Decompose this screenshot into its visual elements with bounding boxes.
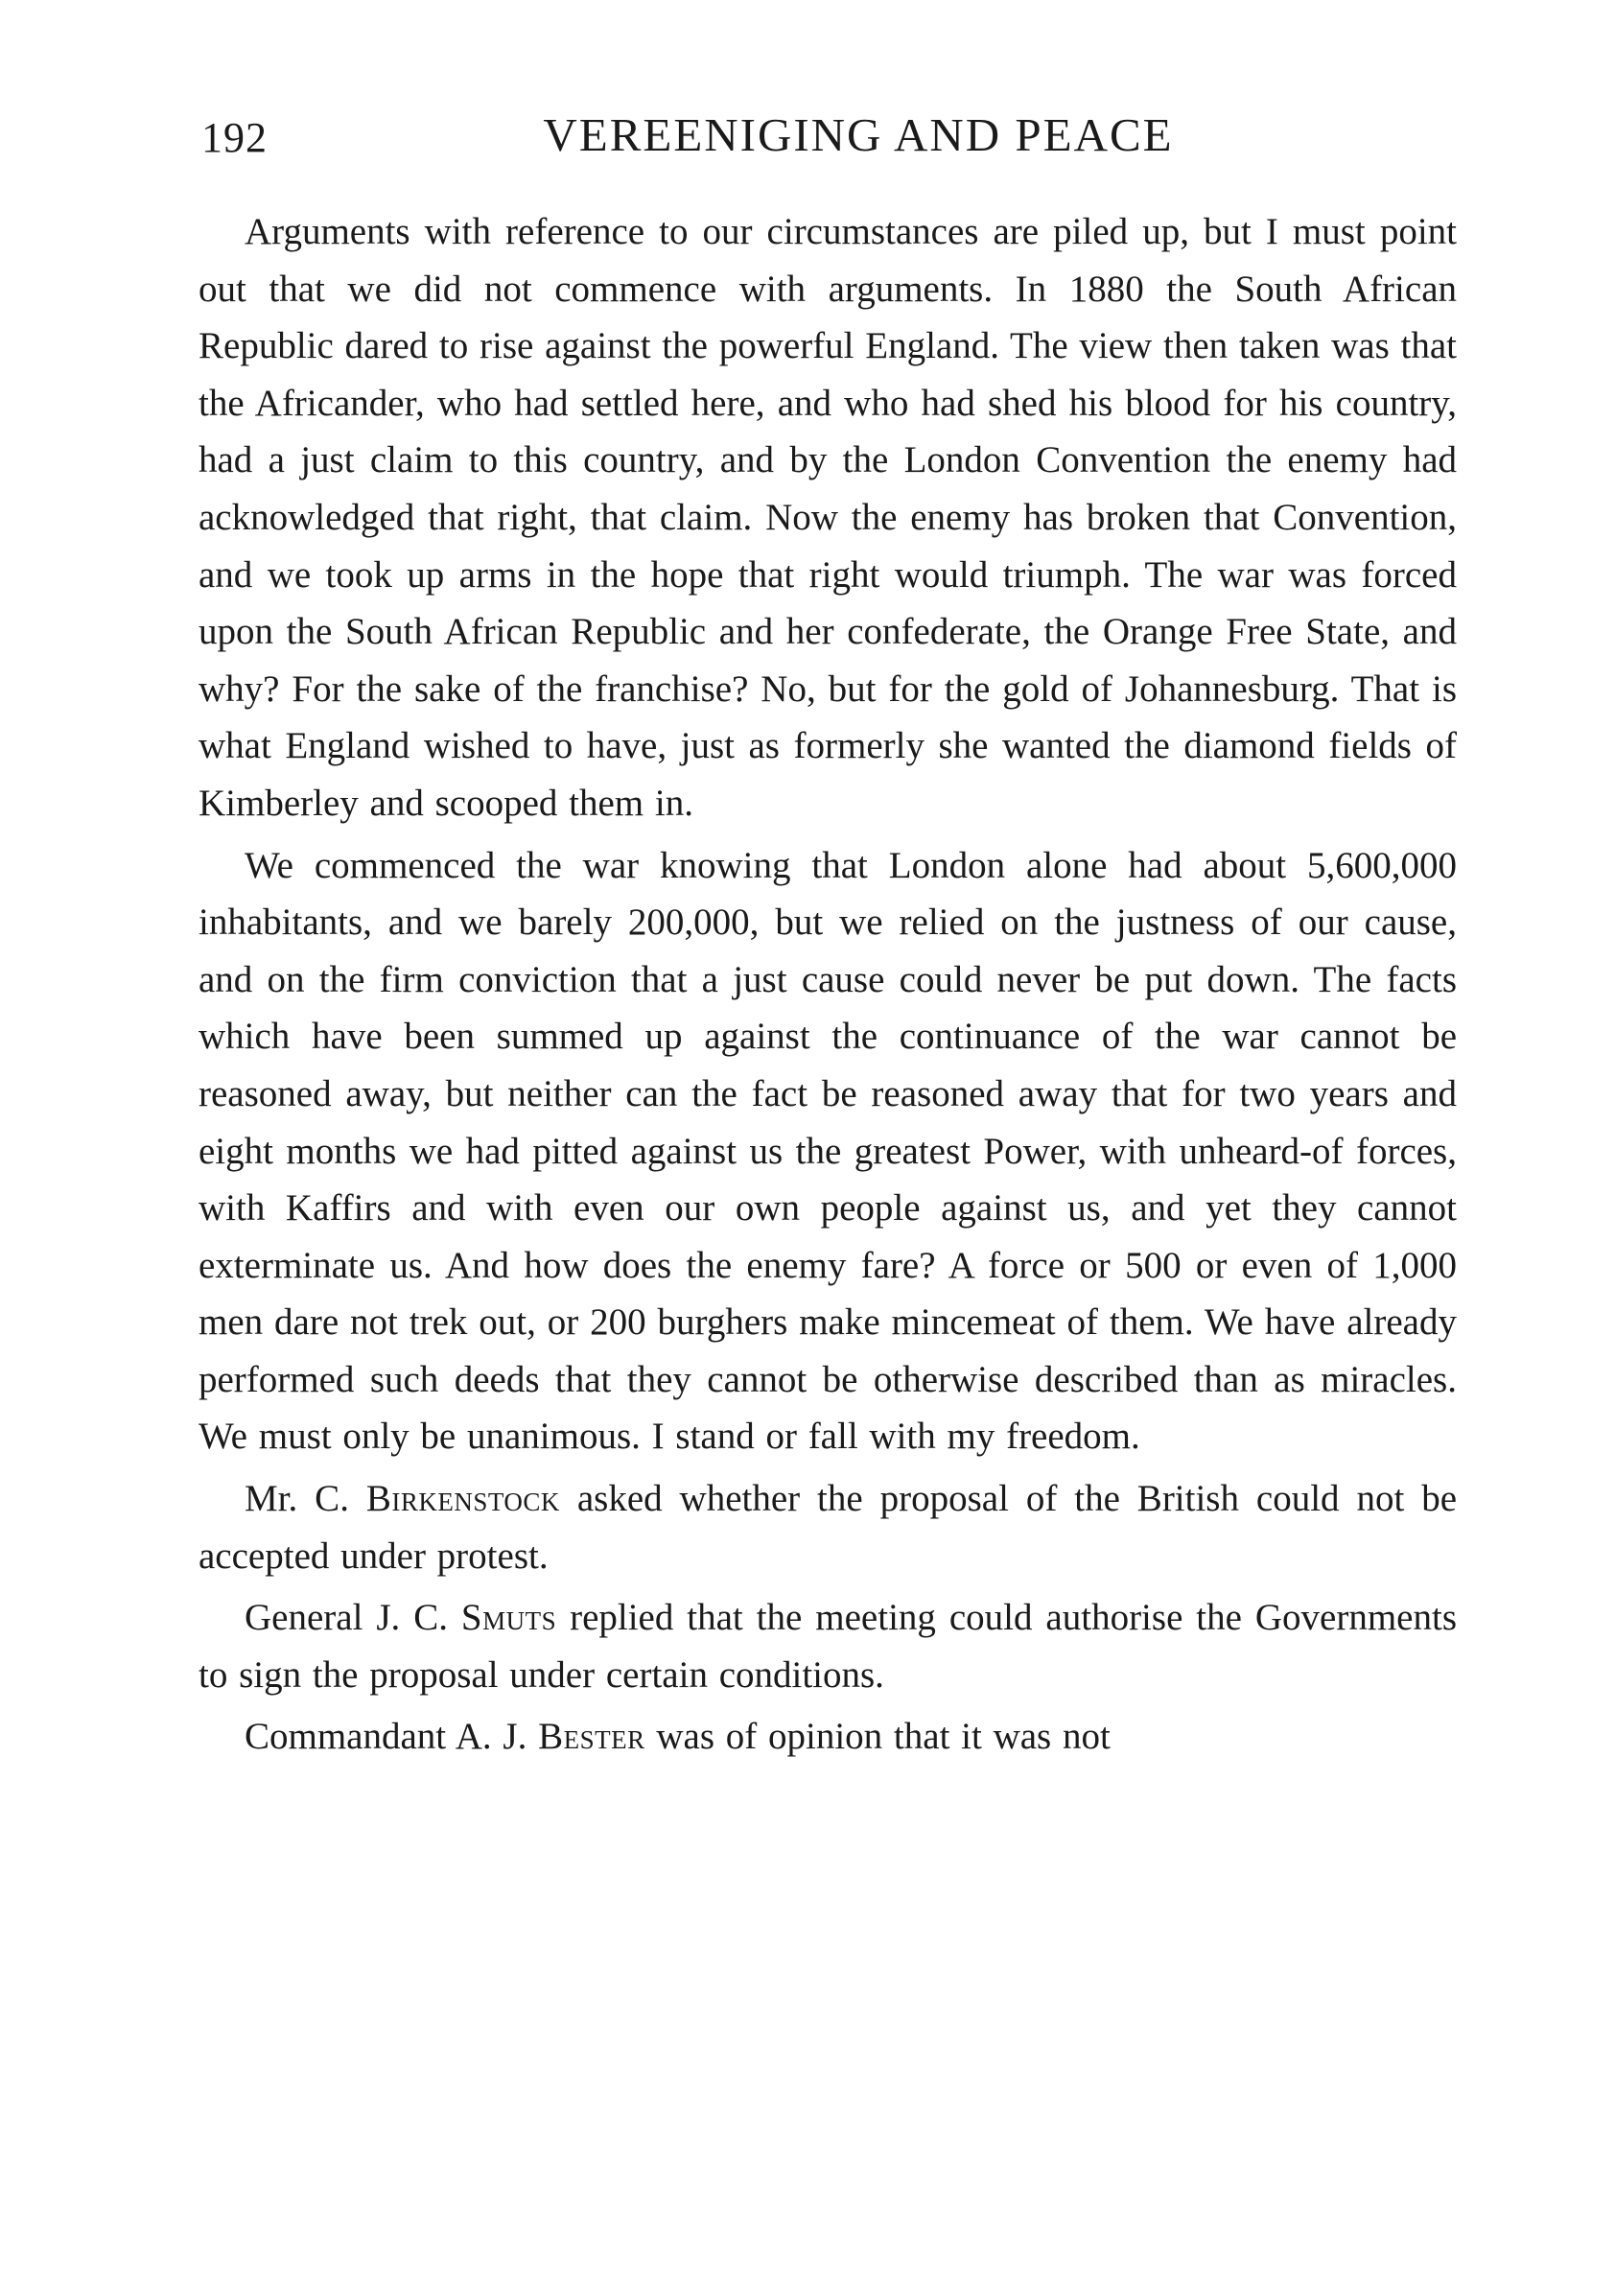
speaker-name: Smuts (460, 1597, 557, 1639)
speaker-name: Birkenstock (365, 1478, 560, 1520)
speaker-prefix: General J. C. (245, 1597, 448, 1639)
speaker-prefix: Commandant A. J. (245, 1716, 527, 1758)
running-title: VEREENIGING AND PEACE (543, 108, 1174, 161)
paragraph-commenced-war: We commenced the war knowing that London alone had about 5,600,000 inhabitants, and we barely 200,000, but we relied on the justness of our cause, and on the firm conviction that a just cause could never be put down. The facts which have been summed up against the continuance of the war cannot be reasoned away, but neither can the fact be reasoned away that for two years and eight months we had pitted against us the greatest Power, with unheard-of forces, with Kaffirs and with even our own people against us, and yet they cannot exterminate us. And how does the enemy fare? A force or 500 or even of 1,000 men dare not trek out, or 200 burghers make mincemeat of them. We have already performed such deeds that they cannot be otherwise described than as miracles. We must only be unanimous. I stand or fall with my freedom. (199, 844, 1457, 1458)
speech-text: asked whether the proposal of the British could not be accepted under protest. (199, 1478, 1458, 1577)
paragraph-bester (199, 1708, 1457, 1766)
body-text (199, 203, 1457, 1766)
running-head (201, 107, 1458, 175)
paragraph-birkenstock (199, 1470, 1457, 1584)
speaker-name: Bester (538, 1716, 645, 1758)
speaker-prefix: Mr. C. (245, 1478, 349, 1520)
page-number: 192 (201, 114, 268, 161)
paragraph-smuts (199, 1589, 1457, 1703)
paragraph-circumstances: Arguments with reference to our circumstances are piled up, but I must point out that we did not commence with arguments. In 1880 the South African Republic dared to rise against the powerful England. The view then taken was that the Africander, who had settled here, and who had shed his blood for his country, had a just claim to this country, and by the London Convention the enemy had acknowledged that right, that claim. Now the enemy has broken that Convention, and we took up arms in the hope that right would triumph. The war was forced upon the South African Republic and her confederate, the Orange Free State, and why? For the sake of the franchise? No, but for the gold of Johannesburg. That is what England wished to have, just as formerly she wanted the diamond fields of Kimberley and scooped them in. (199, 211, 1457, 824)
speech-text: was of opinion that it was not (656, 1716, 1111, 1758)
speech-text: replied that the meeting could authorise the Governments to sign the proposal under certain conditions. (199, 1597, 1458, 1696)
